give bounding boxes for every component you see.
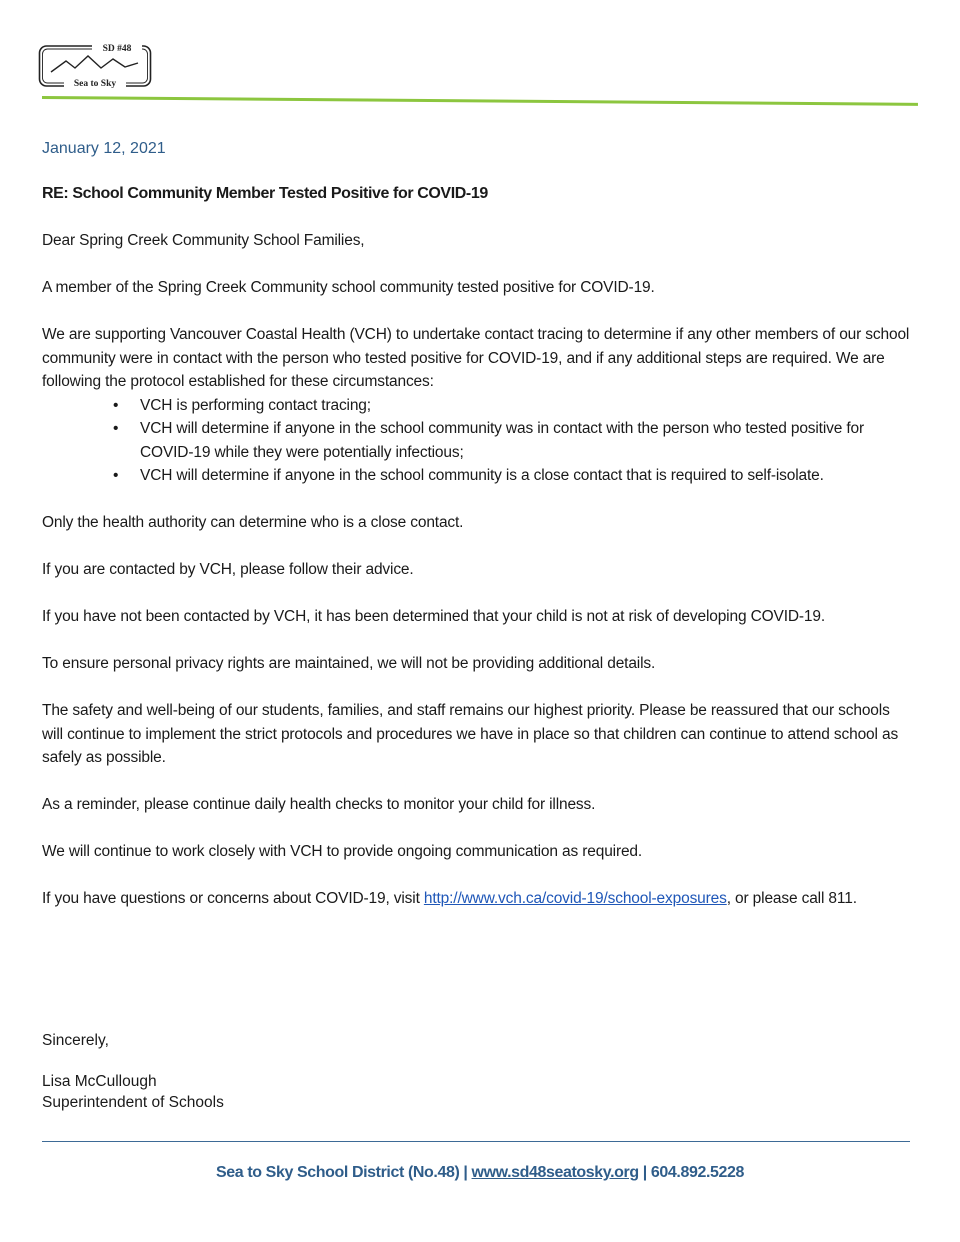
footer-separator: | bbox=[459, 1164, 472, 1181]
footer-phone: 604.892.5228 bbox=[650, 1164, 744, 1181]
signer-name: Lisa McCullough bbox=[42, 1073, 157, 1090]
letter-body bbox=[42, 229, 914, 934]
letter-date: January 12, 2021 bbox=[42, 140, 166, 157]
header-divider bbox=[42, 96, 918, 106]
closing: Sincerely, bbox=[42, 1032, 109, 1049]
paragraph-10-text-end: , or please call 811. bbox=[726, 890, 857, 907]
footer-divider bbox=[42, 1141, 910, 1142]
logo-bottom-text: Sea to Sky bbox=[73, 79, 117, 89]
school-exposures-link[interactable]: http://www.vch.ca/covid-19/school-exposures bbox=[423, 890, 727, 907]
protocol-list bbox=[42, 394, 914, 488]
paragraph-4: If you are contacted by VCH, please follow their advice. bbox=[42, 561, 414, 578]
paragraph-9: We will continue to work closely with VCH to provide ongoing communication as required. bbox=[42, 843, 643, 860]
logo-graphic bbox=[38, 42, 152, 90]
paragraph-7: The safety and well-being of our students, families, and staff remains our highest priority. Please be reassured that our schools will continue to implement the strict protocols and procedures we have in place so that children can continue to attend school as safely as possible. bbox=[42, 702, 899, 766]
letter-subject: RE: School Community Member Tested Positive for COVID-19 bbox=[42, 185, 488, 202]
list-item: • VCH is performing contact tracing; bbox=[140, 394, 914, 418]
mountains-icon bbox=[51, 56, 138, 72]
logo-top-text: SD #48 bbox=[102, 44, 132, 54]
paragraph-10-text: If you have questions or concerns about COVID-19, visit bbox=[42, 890, 424, 907]
signature-block bbox=[42, 1071, 224, 1113]
list-item: • VCH will determine if anyone in the school community was in contact with the person who tested positive for COVID-19 while they were potentially infectious; bbox=[140, 417, 914, 464]
paragraph-3: Only the health authority can determine who is a close contact. bbox=[42, 514, 464, 531]
district-logo bbox=[38, 42, 152, 90]
paragraph-1: A member of the Spring Creek Community school community tested positive for COVID-19. bbox=[42, 279, 655, 296]
list-item: • VCH will determine if anyone in the school community is a close contact that is required to self-isolate. bbox=[140, 464, 914, 488]
paragraph-6: To ensure personal privacy rights are maintained, we will not be providing additional details. bbox=[42, 655, 656, 672]
paragraph-10 bbox=[42, 887, 914, 911]
salutation: Dear Spring Creek Community School Families, bbox=[42, 232, 365, 249]
paragraph-5: If you have not been contacted by VCH, it has been determined that your child is not at risk of developing COVID-19. bbox=[42, 608, 826, 625]
paragraph-2: We are supporting Vancouver Coastal Health (VCH) to undertake contact tracing to determine if any other members of our school community were in contact with the person who tested positive for COVID-19, and if any additional steps are required. We are following the protocol established for these circumstances: bbox=[42, 326, 910, 390]
footer-org: Sea to Sky School District (No.48) bbox=[216, 1164, 460, 1181]
footer-separator: | bbox=[638, 1164, 651, 1181]
footer bbox=[0, 1164, 960, 1182]
footer-website-link[interactable]: www.sd48seatosky.org bbox=[471, 1164, 639, 1181]
signer-title: Superintendent of Schools bbox=[42, 1094, 224, 1111]
paragraph-8: As a reminder, please continue daily health checks to monitor your child for illness. bbox=[42, 796, 596, 813]
